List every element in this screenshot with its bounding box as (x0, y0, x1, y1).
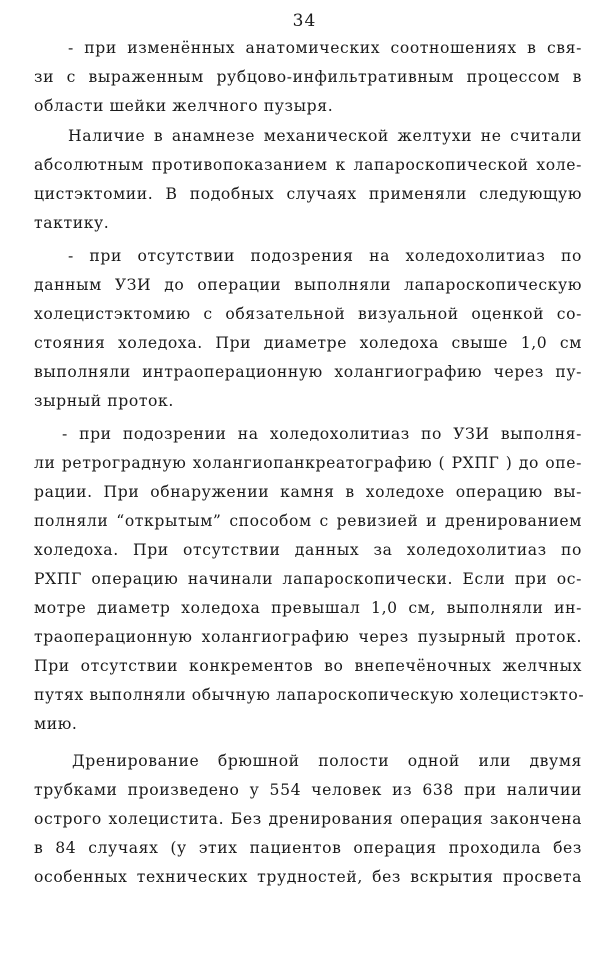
text-line: путях выполняли обычную лапароскопическую холецистэкто- (34, 686, 585, 704)
text-line: рации. При обнаружении камня в холедохе операцию вы- (34, 483, 582, 501)
text-line: РХПГ операцию начинали лапароскопически. Если при ос- (34, 570, 582, 588)
text-line: острого холецистита. Без дренирования операция закончена (34, 810, 582, 828)
text-line: мотре диаметр холедоха превышал 1,0 см, выполняли ин- (34, 599, 582, 617)
text-line: мию. (34, 715, 78, 733)
text-line: выполняли интраоперационную холангиографию через пу- (34, 363, 582, 381)
text-line: зырный проток. (34, 392, 174, 410)
text-line: При отсутствии конкрементов во внепечёночных желчных (34, 657, 582, 675)
text-line: цистэктомии. В подобных случаях применяли следующую (34, 185, 582, 203)
text-line: холедоха. При отсутствии данных за холедохолитиаз по (34, 541, 582, 559)
text-line: стояния холедоха. При диаметре холедоха свыше 1,0 см (34, 334, 582, 352)
text-line: Наличие в анамнезе механической желтухи не считали (68, 127, 582, 145)
text-line: зи с выраженным рубцово-инфильтративным процессом в (34, 68, 582, 86)
text-line: - при отсутствии подозрения на холедохолитиаз по (68, 247, 582, 265)
text-line: - при изменённых анатомических соотношениях в свя- (68, 39, 582, 57)
text-line: - при подозрении на холедохолитиаз по УЗИ выполня- (62, 425, 582, 443)
text-line: абсолютным противопоказанием к лапароскопической холе- (34, 156, 582, 174)
text-line: тактику. (34, 214, 110, 232)
text-line: в 84 случаях (у этих пациентов операция проходила без (34, 839, 582, 857)
text-line: области шейки желчного пузыря. (34, 97, 334, 115)
text-line: холецистэктомию с обязательной визуальной оценкой со- (34, 305, 582, 323)
text-line: данным УЗИ до операции выполняли лапароскопическую (34, 276, 582, 294)
text-line: траоперационную холангиографию через пузырный проток. (34, 628, 582, 646)
text-line: Дренирование брюшной полости одной или двумя (72, 752, 582, 770)
page-number: 34 (292, 11, 317, 31)
text-line: особенных технических трудностей, без вскрытия просвета (34, 868, 582, 886)
text-line: трубками произведено у 554 человек из 638 при наличии (34, 781, 582, 799)
text-line: полняли “открытым” способом с ревизией и дренированием (34, 512, 582, 530)
text-line: ли ретроградную холангиопанкреатографию ( РХПГ ) до опе- (34, 454, 582, 472)
